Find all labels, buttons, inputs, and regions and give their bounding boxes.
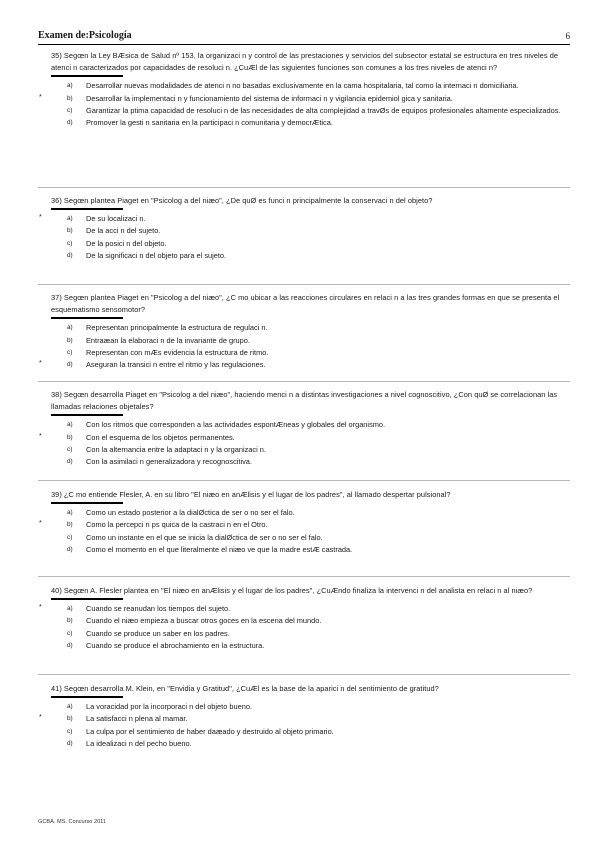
option-letter: d)	[67, 641, 73, 649]
question-text: 36) Segœn plantea Piaget en "Psicolog a del niæo", ¿De quØ es funci n principalmente la conservaci n del objeto?	[51, 196, 433, 205]
option-letter: d)	[67, 739, 73, 747]
question-text: 38) Segœn desarrolla Piaget en "Psicolog a del niæo", haciendo menci n a distintas investigaciones a nivel cognoscitivo, ¿Con quØ se correlacionan las llamadas relaciones objetales?	[51, 390, 558, 412]
correct-answer-marker: *	[39, 714, 42, 722]
answer-option	[38, 225, 570, 237]
answer-option	[38, 519, 570, 531]
option-text: De la acci n del sujeto.	[86, 226, 161, 236]
answer-option	[38, 335, 570, 347]
option-text: Con la alternancia entre la adaptaci n y la organizaci n.	[86, 444, 266, 454]
option-text: Con la asimilaci n generalizadora y recognoscitiva.	[86, 457, 252, 467]
answer-option	[38, 250, 570, 262]
question-underline	[51, 414, 123, 416]
question-divider	[38, 674, 570, 675]
question-text: 35) Segœn la Ley BÆsica de Salud nº 153, la organizaci n y control de las prestaciones y servicios del subsector estatal se estructura en tres niveles de atenci n caracterizados por capacidades de resoluci n. ¿CuÆl de las siguientes funciones son comunes a los tres niveles de atenci n?	[51, 51, 559, 73]
option-text: La voracidad por la incorporaci n del objeto bueno.	[86, 702, 252, 712]
question-underline	[51, 317, 123, 319]
question-divider	[38, 576, 570, 577]
correct-answer-marker: *	[39, 360, 42, 368]
option-letter: a)	[67, 509, 73, 517]
option-text: De su localizaci n.	[86, 214, 146, 224]
question-divider	[38, 187, 570, 188]
header-rule	[38, 44, 570, 45]
question-underline	[51, 208, 123, 210]
answer-option	[38, 444, 570, 456]
option-letter: b)	[67, 433, 73, 441]
question-underline	[51, 696, 123, 698]
option-text: Promover la gesti n sanitaria en la participaci n comunitaria y democrÆtica.	[86, 118, 333, 128]
option-text: Como un instante en el que se inicia la dialØctica de ser o no ser el falo.	[86, 532, 323, 542]
option-letter: b)	[67, 521, 73, 529]
option-letter: a)	[67, 215, 73, 223]
option-letter: d)	[67, 251, 73, 259]
question-39	[38, 489, 570, 556]
option-text: De la significaci n del objeto para el sujeto.	[86, 250, 227, 260]
answer-option	[38, 359, 570, 371]
option-text: Como el momento en el que literalmente el niæo ve que la madre estÆ castrada.	[86, 544, 353, 554]
question-divider	[38, 480, 570, 481]
question-36	[38, 195, 570, 262]
question-text: 39) ¿C mo entiende Flesler, A. en su libro "El niæo en anÆlisis y el lugar de los padres", al llamado despertar pulsional?	[51, 490, 451, 499]
answer-option	[38, 432, 570, 444]
question-underline	[51, 502, 123, 504]
question-41	[38, 683, 570, 750]
option-letter: b)	[67, 227, 73, 235]
option-text: Garantizar la ptima capacidad de resoluci n de las necesidades de alta complejidad a travØs de equipos profesionales altamente especializados.	[86, 105, 561, 115]
option-letter: a)	[67, 324, 73, 332]
option-letter: d)	[67, 119, 73, 127]
answer-option	[38, 105, 570, 117]
answer-option	[38, 213, 570, 225]
option-text: Entraæan la elaboraci n de la invariante de grupo.	[86, 335, 250, 345]
option-letter: c)	[67, 533, 73, 541]
question-40	[38, 585, 570, 652]
option-letter: b)	[67, 617, 73, 625]
answer-option	[38, 419, 570, 431]
option-letter: a)	[67, 703, 73, 711]
answer-option	[38, 347, 570, 359]
question-underline	[51, 598, 123, 600]
option-text: Aseguran la transici n entre el ritmo y las regulaciones.	[86, 360, 266, 370]
question-text: 40) Segœn A. Flesler plantea en "El niæo en anÆlisis y el lugar de los padres", ¿CuÆndo finaliza la intervenci n del analista en relaci n al niæo?	[51, 586, 533, 595]
option-letter: a)	[67, 82, 73, 90]
option-text: La satisfacci n plena al mamar.	[86, 714, 188, 724]
option-letter: c)	[67, 239, 73, 247]
option-letter: c)	[67, 348, 73, 356]
answer-option	[38, 456, 570, 468]
option-letter: b)	[67, 336, 73, 344]
page-header	[38, 30, 570, 44]
page-number: 6	[565, 31, 570, 41]
option-letter: b)	[67, 94, 73, 102]
option-text: Desarrollar la implementaci n y funcionamiento del sistema de informaci n y vigilancia epidemiol gica y sanitaria.	[86, 93, 453, 103]
correct-answer-marker: *	[39, 604, 42, 612]
option-text: Como la percepci n ps quica de la castraci n en el Otro.	[86, 520, 268, 530]
option-text: Representan con mÆs evidencia la estructura de ritmo.	[86, 347, 269, 357]
option-text: De la posici n del objeto.	[86, 238, 167, 248]
question-divider	[38, 284, 570, 285]
question-underline	[51, 75, 123, 77]
page-footer: GCBA. MS. Concurso 2011	[38, 819, 106, 825]
option-letter: d)	[67, 458, 73, 466]
answer-option	[38, 726, 570, 738]
option-text: Cuando se reanudan los tiempos del sujeto.	[86, 604, 231, 614]
question-38	[38, 389, 570, 468]
option-text: La culpa por el sentimiento de haber daæado y destruido al objeto primario.	[86, 726, 334, 736]
answer-option	[38, 738, 570, 750]
question-text: 37) Segœn plantea Piaget en "Psicolog a del niæo", ¿C mo ubicar a las reacciones circulares en relaci n a las tres grandes formas en que se presenta el esquematismo sensomotor?	[51, 293, 560, 315]
correct-answer-marker: *	[39, 432, 42, 440]
correct-answer-marker: *	[39, 93, 42, 101]
question-35	[38, 50, 570, 129]
header-title: Examen de:Psicología	[38, 30, 132, 41]
option-letter: c)	[67, 629, 73, 637]
answer-option	[38, 532, 570, 544]
question-37	[38, 292, 570, 371]
option-letter: c)	[67, 445, 73, 453]
question-text: 41) Segœn desarrolla M. Klein, en "Envidia y Gratitud", ¿CuÆl es la base de la aparici n del sentimiento de gratitud?	[51, 684, 439, 693]
answer-option	[38, 640, 570, 652]
option-letter: a)	[67, 605, 73, 613]
option-text: Con el esquema de los objetos permanentes.	[86, 432, 235, 442]
option-letter: b)	[67, 715, 73, 723]
option-letter: a)	[67, 421, 73, 429]
answer-option	[38, 93, 570, 105]
option-letter: c)	[67, 106, 73, 114]
option-text: Como un estado posterior a la dialØctica de ser o no ser el falo.	[86, 508, 295, 518]
option-text: Cuando se produce el abrochamiento en la estructura.	[86, 640, 265, 650]
option-text: Representan principalmente la estructura de regulaci n.	[86, 323, 268, 333]
answer-option	[38, 507, 570, 519]
answer-option	[38, 628, 570, 640]
correct-answer-marker: *	[39, 520, 42, 528]
option-text: Cuando el niæo empieza a buscar otros goces en la escena del mundo.	[86, 616, 322, 626]
option-text: Con los ritmos que corresponden a las actividades espontÆneas y globales del organismo.	[86, 420, 386, 430]
option-letter: c)	[67, 727, 73, 735]
answer-option	[38, 80, 570, 92]
answer-option	[38, 238, 570, 250]
option-text: La idealizaci n del pecho bueno.	[86, 738, 192, 748]
answer-option	[38, 544, 570, 556]
option-text: Cuando se produce un saber en los padres.	[86, 628, 230, 638]
answer-option	[38, 701, 570, 713]
answer-option	[38, 713, 570, 725]
answer-option	[38, 322, 570, 334]
question-divider	[38, 381, 570, 382]
option-letter: d)	[67, 545, 73, 553]
option-text: Desarrollar nuevas modalidades de atenci n no basadas exclusivamente en la cama hospitalaria, tal como la internaci n domiciliaria.	[86, 81, 519, 91]
answer-option	[38, 117, 570, 129]
answer-option	[38, 615, 570, 627]
option-letter: d)	[67, 361, 73, 369]
correct-answer-marker: *	[39, 214, 42, 222]
answer-option	[38, 603, 570, 615]
